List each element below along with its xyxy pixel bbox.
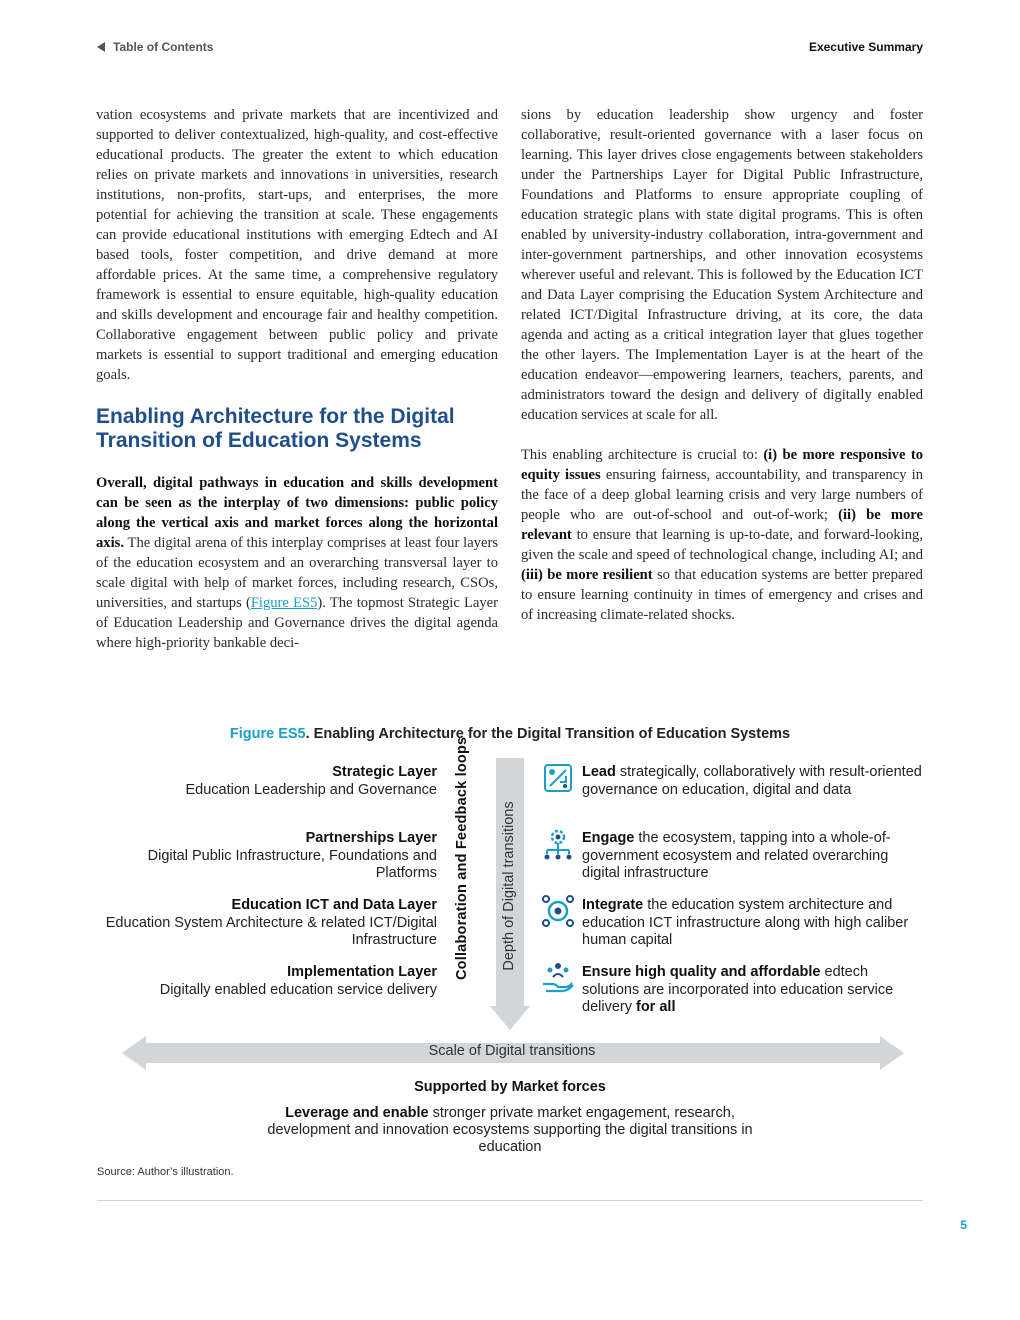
right-para-2-b3: (iii) be more resilient bbox=[521, 567, 653, 583]
back-arrow-icon bbox=[97, 42, 105, 52]
right-para-2 bbox=[521, 445, 923, 625]
layer-name: Strategic Layer bbox=[332, 764, 437, 780]
integration-icon bbox=[540, 893, 576, 929]
action-bold: Ensure high quality and affordable bbox=[582, 964, 821, 980]
action-text bbox=[582, 830, 927, 883]
layer-name: Education ICT and Data Layer bbox=[231, 897, 437, 913]
left-para-2 bbox=[96, 473, 498, 653]
layer-desc: Digitally enabled education service delivery bbox=[159, 981, 437, 998]
strategy-icon bbox=[540, 760, 576, 796]
action-text bbox=[582, 897, 927, 950]
layer-desc: Education System Architecture & related ICT/Digital Infrastructure bbox=[105, 914, 437, 948]
layer-ict-data bbox=[90, 897, 437, 950]
figure-title-text: . Enabling Architecture for the Digital Transition of Education Systems bbox=[305, 726, 791, 742]
left-para-2-bold: Overall, digital pathways in education and skills development can be seen as the interplay of two dimensions: public policy along the vertical axis and market forces along the horizontal axis. bbox=[96, 475, 498, 551]
right-para-2-c: ensuring fairness, accountability, and transparency in the face of a deep global learning crisis and very large numbers of people who are out-of-school and out-of-work; bbox=[521, 467, 923, 523]
footer-divider bbox=[97, 1200, 923, 1201]
action-body: strategically, collaboratively with result-oriented governance on education, digital and data bbox=[582, 764, 922, 798]
collaboration-feedback-label: Collaboration and Feedback loops bbox=[454, 736, 470, 980]
figure-number: Figure ES5 bbox=[229, 726, 306, 742]
layer-strategic bbox=[90, 764, 437, 799]
right-para-2-d: to ensure that learning is up-to-date, and forward-looking, given the scale and speed of technological change, including AI; and bbox=[521, 527, 923, 563]
page-number: 5 bbox=[960, 1218, 967, 1232]
layer-name: Partnerships Layer bbox=[305, 830, 437, 846]
action-body: the ecosystem, tapping into a whole-of-government ecosystem and related overarching digital infrastructure bbox=[582, 830, 891, 881]
market-bold: Leverage and enable bbox=[285, 1105, 429, 1121]
action-body: the education system architecture and education ICT infrastructure along with high caliber human capital bbox=[582, 897, 909, 948]
action-bold: Engage bbox=[582, 830, 635, 846]
left-column bbox=[96, 105, 498, 653]
left-para-1: vation ecosystems and private markets that are incentivized and supported to deliver contextualized, high-quality, and cost-effective educational products. The greater the extent to which education relies on private markets and innovations in universities, research institutions, non-profits, start-ups, and enterprises, the more potential for achieving the transition at scale. These engagements can provide educational institutions with emerging Edtech and AI based tools, foster competition, and drive demand at more affordable prices. At the same time, a comprehensive regulatory framework is essential to ensure equitable, high-quality education and skills development and encourage fair and healthy competition. Collaborative engagement between public policy and private markets is essential to support traditional and emerging education goals. bbox=[96, 107, 498, 383]
left-para-2-text: The digital arena of this interplay comprises at least four layers of the education ecosystem and an overarching transversal layer to scale digital with help of market forces, including research, CSOs, universities, and startups ( bbox=[96, 535, 498, 611]
market-forces-text bbox=[260, 1105, 760, 1156]
right-para-2-a: This enabling architecture is crucial to: bbox=[521, 447, 764, 463]
depth-label: Depth of Digital transitions bbox=[501, 801, 517, 971]
left-para-2-after: ). The topmost Strategic Layer of Education Leadership and Governance drives the digital agenda where high-priority bankable deci- bbox=[96, 595, 498, 651]
layer-implementation bbox=[90, 964, 437, 999]
right-para-2-b2: (ii) be more relevant bbox=[521, 507, 923, 543]
right-para-1: sions by education leadership show urgency and foster collaborative, result-oriented governance with a laser focus on learning. This layer drives close engagements between stakeholders under the Partnerships Layer for Digital Public Infrastructure, Foundations and Platforms to ensure appropriate coupling of education strategic plans with state digital programs. This is often enabled by university-industry collaboration, intra-government and inter-government partnerships, and other innovation ecosystems wherever useful and relevant. This is followed by the Education ICT and Data Layer comprising the Education System Architecture and related ICT/Digital Infrastructure driving, at its core, the data agenda and acting as a critical integration layer that glues together the other layers. The Implementation Layer is at the heart of the education endeavor—empowering learners, teachers, parents, and administrators toward the design and delivery of digitally enabled education services at scale for all. bbox=[521, 107, 923, 423]
market-forces-title: Supported by Market forces bbox=[414, 1079, 606, 1095]
action-body: edtech solutions are incorporated into education service delivery bbox=[582, 964, 894, 1015]
action-bold: Integrate bbox=[582, 897, 644, 913]
network-gear-icon bbox=[540, 826, 576, 862]
scale-label: Scale of Digital transitions bbox=[428, 1043, 596, 1059]
layer-desc: Education Leadership and Governance bbox=[185, 781, 437, 798]
layer-name: Implementation Layer bbox=[287, 964, 437, 980]
table-of-contents-link[interactable] bbox=[97, 40, 213, 54]
action-text bbox=[582, 964, 927, 1017]
action-bold-2: for all bbox=[636, 999, 676, 1015]
market-body: stronger private market engagement, research, development and innovation ecosystems supporting the digital transitions in education bbox=[267, 1105, 753, 1155]
right-para-2-e: so that education systems are better prepared to ensure learning continuity in times of emergency and crises and of increasing climate-related shocks. bbox=[521, 567, 923, 623]
right-para-2-b1: (i) be more responsive to equity issues bbox=[521, 447, 923, 483]
right-column bbox=[521, 105, 923, 625]
layer-desc: Digital Public Infrastructure, Foundations and Platforms bbox=[147, 847, 437, 881]
figure-es5-link[interactable]: Figure ES5 bbox=[250, 595, 318, 611]
figure-source: Source: Author’s illustration. bbox=[97, 1166, 234, 1178]
section-label: Executive Summary bbox=[808, 40, 923, 54]
figure-title bbox=[0, 726, 1020, 742]
action-bold: Lead bbox=[582, 764, 616, 780]
section-heading: Enabling Architecture for the Digital Transition of Education Systems bbox=[96, 405, 455, 452]
action-text bbox=[582, 764, 927, 799]
hand-people-icon bbox=[540, 960, 576, 996]
toc-label: Table of Contents bbox=[113, 40, 214, 54]
layer-partnerships bbox=[90, 830, 437, 883]
